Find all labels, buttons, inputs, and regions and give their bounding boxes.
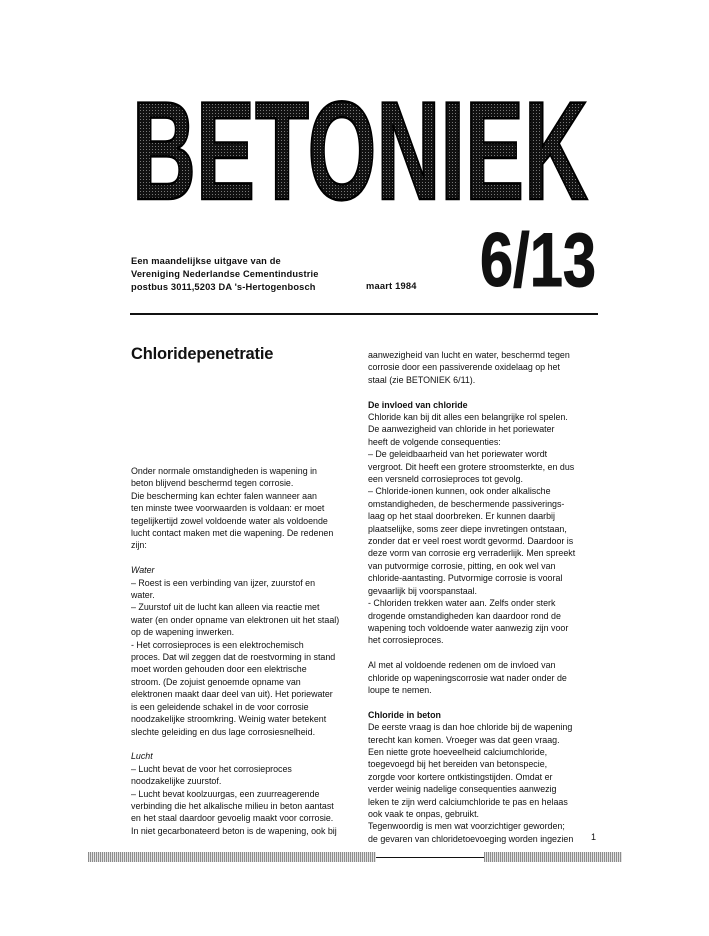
paragraph-line: Chloride kan bij dit alles een belangrijke rol spelen.: [368, 412, 568, 423]
paragraph-line: gevaarlijk bij voorspanstaal.: [368, 585, 478, 596]
footer-pattern-left: [88, 852, 376, 862]
paragraph-line: chloride-aantasting. Putvormige corrosie is vooral: [368, 573, 563, 584]
paragraph-line: de gevaren van chloridetoevoeging worden ingezien: [368, 833, 574, 844]
paragraph-line: vergroot. Dit heeft een grotere stroomsterkte, en dus: [368, 461, 575, 472]
paragraph-line: noodzakelijke zuurstof.: [131, 776, 222, 787]
paragraph-line: laag op het staal doorbreken. Er kunnen daarbij: [368, 511, 555, 522]
header-rule: [130, 313, 598, 315]
paragraph-line: – Zuurstof uit de lucht kan alleen via reactie met: [131, 602, 320, 613]
paragraph-line: – De geleidbaarheid van het poriewater wordt: [368, 449, 548, 460]
paragraph-line: lucht contact maken met die wapening. De redenen: [131, 528, 334, 539]
footer-rule: [376, 857, 484, 858]
paragraph-line: en het staal daardoor gevoelig maakt voor corrosie.: [131, 813, 334, 824]
footer-pattern-right: [484, 852, 622, 862]
section-heading-lucht: Lucht: [131, 751, 153, 762]
paragraph-line: is een geleidende schakel in de voor corrosie: [131, 701, 309, 712]
paragraph-line: ten minste twee voorwaarden is voldaan: er moet: [131, 503, 325, 514]
article-column-left: [131, 465, 361, 837]
issue-number: [478, 218, 598, 303]
page-number: 1: [591, 832, 597, 842]
paragraph-line: aanwezigheid van lucht en water, beschermd tegen: [368, 350, 570, 360]
paragraph-line: tegelijkertijd zowel voldoende water als voldoende: [131, 515, 328, 526]
paragraph-line: op de wapening inwerken.: [131, 627, 235, 638]
issue-date: maart 1984: [366, 281, 417, 291]
paragraph-line: elektronen maakt daar deel van uit). Het poriewater: [131, 689, 333, 700]
paragraph-line: het corrosieproces.: [368, 635, 444, 646]
publisher-line: Vereniging Nederlandse Cementindustrie: [131, 269, 319, 279]
paragraph-line: van putvormige corrosie, pitting, en ook wel van: [368, 560, 556, 571]
paragraph-line: noodzakelijke stroomkring. Weinig water betekent: [131, 714, 327, 725]
paragraph-line: – Chloride-ionen kunnen, ook onder alkalische: [368, 486, 551, 497]
paragraph-line: Al met al voldoende redenen om de invloed van: [368, 660, 556, 671]
paragraph-line: zorgde voor kortere ontkistingstijden. Omdat er: [368, 771, 553, 782]
paragraph-line: verder weinig nadelige consequenties aanwezig: [368, 784, 557, 795]
article-column-right: [368, 349, 598, 845]
paragraph-line: moet worden gehouden door een elektrische: [131, 664, 307, 675]
paragraph-line: – Roest is een verbinding van ijzer, zuurstof en: [131, 577, 316, 588]
paragraph-line: omstandigheden, de beschermende passiverings-: [368, 498, 565, 509]
paragraph-line: chloride op wapeningscorrosie wat nader onder de: [368, 672, 567, 683]
paragraph-line: plaatselijke, soms zeer diepe invretingen ontstaan,: [368, 523, 567, 534]
issue-number-text: 6/13: [480, 218, 596, 303]
paragraph-line: drogende omstandigheden kan daardoor rond de: [368, 610, 561, 621]
section-heading-chloride-in-beton: Chloride in beton: [368, 709, 441, 720]
paragraph-line: water.: [131, 590, 155, 601]
paragraph-line: De aanwezigheid van chloride in het poriewater: [368, 424, 555, 435]
paragraph-line: corrosie door een passiverende oxidelaag op het: [368, 362, 560, 373]
paragraph-line: heeft de volgende consequenties:: [368, 436, 501, 447]
paragraph-line: – Lucht bevat koolzuurgas, een zuurreagerende: [131, 788, 320, 799]
paragraph-line: ook vaak te onpas, gebruikt.: [368, 808, 480, 819]
paragraph-line: Onder normale omstandigheden is wapening in: [131, 466, 317, 476]
paragraph-line: beton blijvend beschermd tegen corrosie.: [131, 478, 294, 489]
paragraph-line: Die bescherming kan echter falen wanneer aan: [131, 490, 317, 501]
paragraph-line: zonder dat er veel roest wordt gevormd. Daardoor is: [368, 536, 574, 547]
paragraph-line: proces. Dat wil zeggen dat de roestvorming in stand: [131, 652, 336, 663]
publisher-block: [131, 255, 371, 294]
masthead-logo: [130, 72, 590, 229]
paragraph-line: loupe te nemen.: [368, 684, 432, 695]
paragraph-line: – Lucht bevat de voor het corrosieproces: [131, 763, 292, 774]
paragraph-line: In niet gecarbonateerd beton is de wapening, ook bij: [131, 825, 337, 836]
section-heading-water: Water: [131, 565, 155, 576]
paragraph-line: deze vorm van corrosie erg verraderlijk. Men spreekt: [368, 548, 576, 559]
paragraph-line: terecht kan komen. Vroeger was dat geen vraag.: [368, 734, 560, 745]
paragraph-line: Tegenwoordig is men wat voorzichtiger geworden;: [368, 821, 565, 832]
paragraph-line: stroom. (De zojuist genoemde opname van: [131, 676, 301, 687]
paragraph-line: een versneld corrosieproces tot gevolg.: [368, 474, 523, 485]
article-title: Chloridepenetratie: [131, 345, 274, 363]
paragraph-line: leken te zijn werd calciumchloride te pas en helaas: [368, 796, 568, 807]
paragraph-line: staal (zie BETONIEK 6/11).: [368, 374, 476, 385]
paragraph-line: Een niette grote hoeveelheid calciumchloride,: [368, 746, 548, 757]
section-heading-invloed: De invloed van chloride: [368, 399, 468, 410]
paragraph-line: water (en onder opname van elektronen uit het staal): [131, 614, 340, 625]
paragraph-line: - Chloriden trekken water aan. Zelfs onder sterk: [368, 598, 556, 609]
paragraph-line: wapening toch voldoende water aanwezig zijn voor: [368, 622, 569, 633]
paragraph-line: toegevoegd bij het bereiden van betonspecie,: [368, 759, 548, 770]
publisher-address: postbus 3011,5203 DA 's-Hertogenbosch: [131, 282, 316, 292]
masthead-title: BETONIEK: [132, 72, 588, 229]
paragraph-line: De eerste vraag is dan hoe chloride bij de wapening: [368, 722, 573, 733]
paragraph-line: verbinding die het alkalische milieu in beton aantast: [131, 800, 334, 811]
paragraph-line: slechte geleiding en dus lage corrosiesnelheid.: [131, 726, 316, 737]
paragraph-line: - Het corrosieproces is een elektrochemisch: [131, 639, 304, 650]
paragraph-line: zijn:: [131, 540, 147, 551]
publisher-line: Een maandelijkse uitgave van de: [131, 256, 281, 266]
